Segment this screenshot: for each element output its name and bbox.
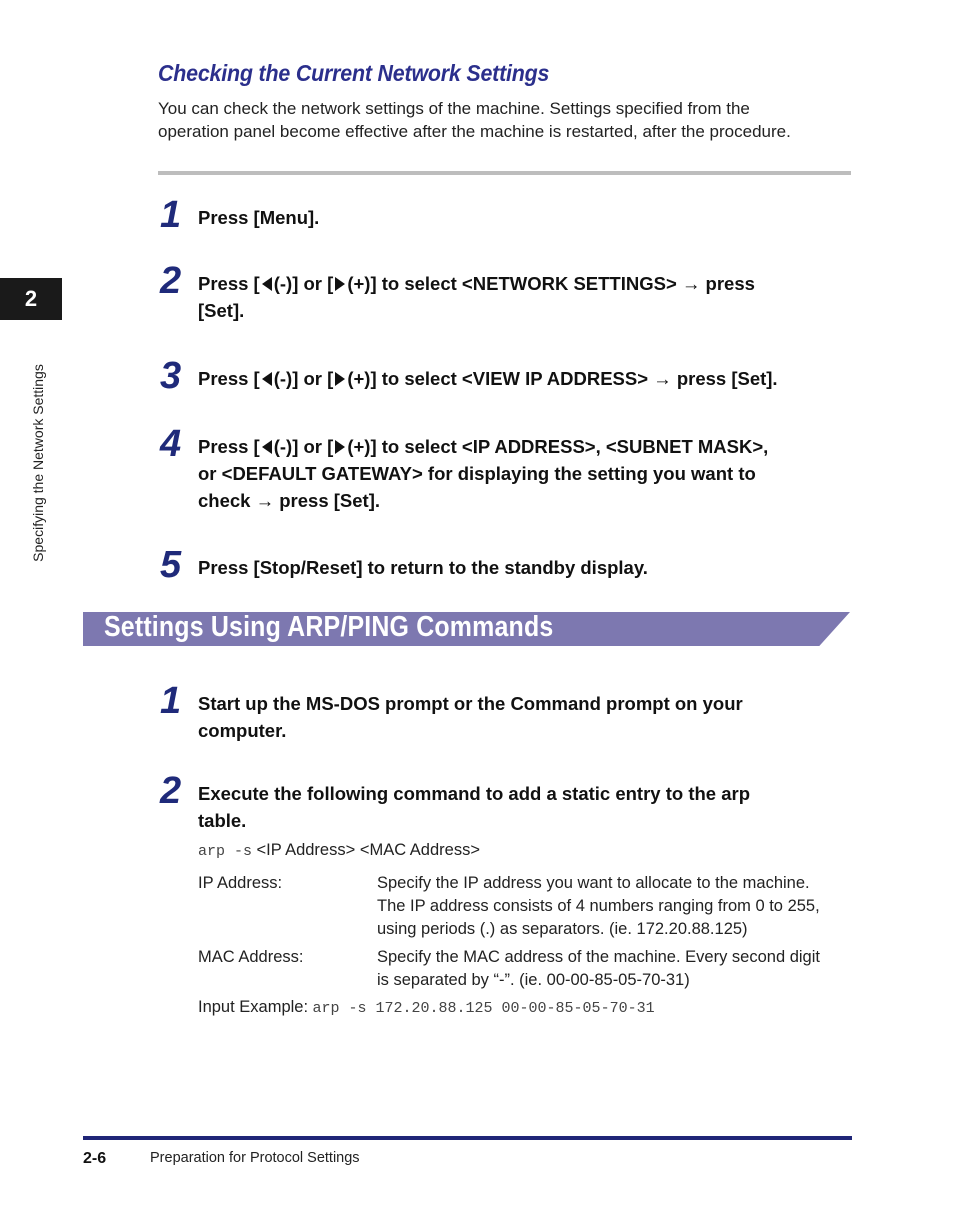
then-arrow-icon: → [681, 273, 701, 294]
left-arrow-icon [262, 372, 272, 386]
right-arrow-icon [335, 277, 345, 291]
input-example-label: Input Example: [198, 998, 309, 1016]
text-run: press [Set]. [279, 490, 381, 511]
step-number: 2 [160, 260, 182, 302]
left-arrow-icon [262, 440, 272, 454]
chapter-side-label: Specifying the Network Settings [30, 364, 46, 562]
step-text [198, 365, 848, 392]
step-number: 1 [160, 194, 182, 236]
text-run: (+)] to select <VIEW IP ADDRESS> [347, 368, 649, 389]
text-line: Start up the MS-DOS prompt or the Command prompt on your [198, 693, 743, 714]
step-number: 5 [160, 544, 182, 586]
intro-line: You can check the network settings of the machine. Settings specified from the [158, 99, 750, 118]
step-text [198, 433, 848, 514]
right-arrow-icon [335, 440, 345, 454]
desc-line: is separated by “-”. (ie. 00-00-85-05-70-31) [377, 971, 690, 989]
step-text: Press [Menu]. [198, 207, 320, 228]
text-run: press [Set]. [676, 368, 778, 389]
text-run: (-)] or [ [273, 368, 334, 389]
footer-title: Preparation for Protocol Settings [150, 1150, 360, 1166]
text-run: or <DEFAULT GATEWAY> for displaying the setting you want to [198, 463, 756, 484]
text-run: Press [ [198, 368, 260, 389]
input-example [198, 998, 655, 1017]
page-number: 2-6 [83, 1150, 107, 1167]
step-number: 3 [160, 355, 182, 397]
text-run: (-)] or [ [273, 273, 334, 294]
intro-paragraph [158, 97, 858, 143]
text-line: computer. [198, 720, 287, 741]
step-text [198, 270, 848, 324]
footer-rule [83, 1136, 852, 1140]
left-arrow-icon [262, 277, 272, 291]
step-text: Press [Stop/Reset] to return to the standby display. [198, 557, 648, 578]
divider-rule [158, 171, 851, 175]
step-text [198, 780, 848, 834]
text-run: Press [ [198, 436, 260, 457]
text-run: check [198, 490, 251, 511]
text-run: [Set]. [198, 300, 245, 321]
desc-line: using periods (.) as separators. (ie. 172.20.88.125) [377, 920, 748, 938]
then-arrow-icon: → [255, 490, 275, 511]
then-arrow-icon: → [653, 368, 672, 389]
desc-line: Specify the MAC address of the machine. Every second digit [377, 948, 820, 966]
text-run: (-)] or [ [273, 436, 334, 457]
subsection-title: Checking the Current Network Settings [158, 60, 550, 86]
right-arrow-icon [335, 372, 345, 386]
command-args: <IP Address> <MAC Address> [256, 841, 480, 859]
section-title: Settings Using ARP/PING Commands [104, 611, 554, 643]
ip-address-label: IP Address: [198, 874, 283, 892]
text-line: Execute the following command to add a static entry to the arp [198, 783, 751, 804]
step-number: 2 [160, 770, 182, 812]
intro-line: operation panel become effective after the machine is restarted, after the procedure. [158, 122, 791, 141]
desc-line: Specify the IP address you want to allocate to the machine. [377, 874, 810, 892]
mac-address-description [377, 946, 847, 992]
step-text [198, 690, 848, 744]
text-run: press [705, 273, 755, 294]
ip-address-description [377, 872, 847, 941]
text-run: Press [ [198, 273, 260, 294]
text-run: (+)] to select <NETWORK SETTINGS> [347, 273, 677, 294]
text-line: table. [198, 810, 247, 831]
desc-line: The IP address consists of 4 numbers ranging from 0 to 255, [377, 897, 820, 915]
step-number: 1 [160, 680, 182, 722]
command-syntax [198, 841, 480, 860]
step-number: 4 [160, 423, 182, 465]
command-code: arp -s [198, 843, 253, 860]
chapter-tab: 2 [0, 278, 62, 320]
mac-address-label: MAC Address: [198, 948, 304, 966]
input-example-code: arp -s 172.20.88.125 00-00-85-05-70-31 [312, 1000, 655, 1017]
text-run: (+)] to select <IP ADDRESS>, <SUBNET MASK>, [347, 436, 769, 457]
